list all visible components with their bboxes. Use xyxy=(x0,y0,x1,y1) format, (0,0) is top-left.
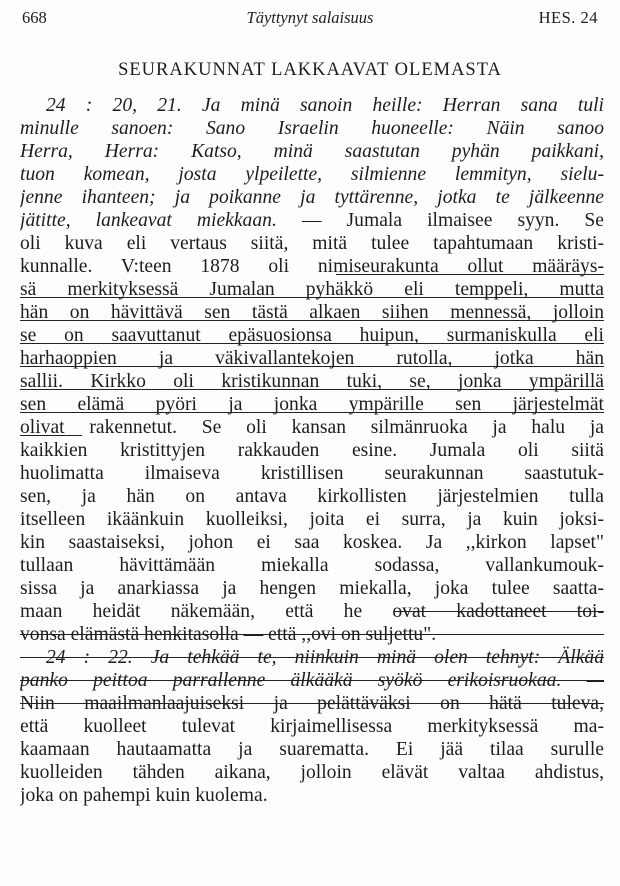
text-line: panko peittoa parrallenne älkääkä syökö erikoisruokaa. — xyxy=(20,670,604,691)
text-line: se on saavuttanut epäsuosionsa huipun, surmaniskulla eli xyxy=(20,325,604,346)
text-line: kaikkien kristittyjen rakkauden esine. Jumala oli siitä xyxy=(20,440,604,461)
text-line: Herra, Herra: Katso, minä saastutan pyhän paikkani, xyxy=(20,141,604,162)
section-heading: SEURAKUNNAT LAKKAAVAT OLEMASTA xyxy=(118,60,502,80)
text-line: kunnalle. V:teen 1878 oli nimiseurakunta ollut määräys- xyxy=(20,256,604,277)
underline-mark xyxy=(20,435,82,436)
underline-mark xyxy=(20,343,604,344)
text-line: sissa ja anarkiassa ja hengen miekalla, joka tulee saatta- xyxy=(20,578,604,599)
text-line: Niin maailmanlaajuiseksi ja pelättäväksi on hätä tuleva, xyxy=(20,693,604,714)
text-line: kin saastaiseksi, johon ei saa koskea. Ja ,,kirkon lapset" xyxy=(20,532,604,553)
running-head xyxy=(22,8,598,32)
text-line xyxy=(20,209,604,232)
running-title: Täyttynyt salaisuus xyxy=(246,8,374,27)
underline-mark xyxy=(20,412,604,413)
underline-mark xyxy=(20,320,604,321)
underline-mark xyxy=(20,703,604,704)
text-line: sen, ja hän on antava kirkollisten järjestelmien tulla xyxy=(20,486,604,507)
chapter-reference: HES. 24 xyxy=(538,8,598,27)
text-line: tullaan hävittämään miekalla sodassa, vallankumouk- xyxy=(20,555,604,576)
text-line: jenne ihanteen; ja poikanne ja tyttärenne, jotka te jälkeenne xyxy=(20,187,604,208)
text-line: olivat rakennetut. Se oli kansan silmänruoka ja halu ja xyxy=(20,417,604,438)
underline-mark xyxy=(20,634,604,635)
text-line: sallii. Kirkko oli kristikunnan tuki, se, jonka ympärillä xyxy=(20,371,604,392)
text-line: vonsa elämästä henkitasolla — että ,,ovi on suljettu". xyxy=(20,624,437,645)
underline-mark xyxy=(20,297,604,298)
underline-mark xyxy=(20,366,604,367)
page-number: 668 xyxy=(22,8,47,27)
text-line: minulle sanoen: Sano Israelin huoneelle: Näin sanoo xyxy=(20,118,604,139)
underline-mark xyxy=(20,680,604,681)
text-line: harhaoppien ja väkivallantekojen rutolla, jotka hän xyxy=(20,348,604,369)
text-line: joka on pahempi kuin kuolema. xyxy=(20,785,268,806)
text-line: kaamaan hautaamatta ja suarematta. Ei jää tilaa surulle xyxy=(20,739,604,760)
text-line: 24 : 22. Ja tehkää te, niinkuin minä olen tehnyt: Älkää xyxy=(46,647,604,668)
commentary-text: — Jumala ilmaisee syyn. Se xyxy=(276,210,604,231)
underline-mark xyxy=(20,389,604,390)
text-line: maan heidät näkemään, että he ovat kadottaneet toi- xyxy=(20,601,604,622)
text-line: sä merkityksessä Jumalan pyhäkkö eli temppeli, mutta xyxy=(20,279,604,300)
text-line: itselleen ikäänkuin kuolleiksi, joita ei surra, ja kuin joksi- xyxy=(20,509,604,530)
text-line: kuolleiden tähden aikana, jolloin elävät valtaa ahdistus, xyxy=(20,762,604,783)
text-line: huolimatta ilmaiseva kristillisen seurakunnan saastutuk- xyxy=(20,463,604,484)
text-line: tuon komean, josta ylpeilette, silmienne lemmityn, sielu- xyxy=(20,164,604,185)
verse-text: jätitte, lankeavat miekkaan. xyxy=(20,210,277,231)
text-line: 24 : 20, 21. Ja minä sanoin heille: Herran sana tuli xyxy=(46,95,604,116)
text-line: hän on hävittävä sen tästä alkaen siihen mennessä, jolloin xyxy=(20,302,604,323)
underline-mark xyxy=(20,657,604,658)
text-line: että kuolleet tulevat kirjaimellisessa merkityksessä ma- xyxy=(20,716,604,737)
text-line: oli kuva eli vertaus siitä, mitä tulee tapahtumaan kristi- xyxy=(20,233,604,254)
underline-mark xyxy=(394,611,604,612)
underline-mark xyxy=(336,274,604,275)
text-line: sen elämä pyöri ja jonka ympärille sen järjestelmät xyxy=(20,394,604,415)
